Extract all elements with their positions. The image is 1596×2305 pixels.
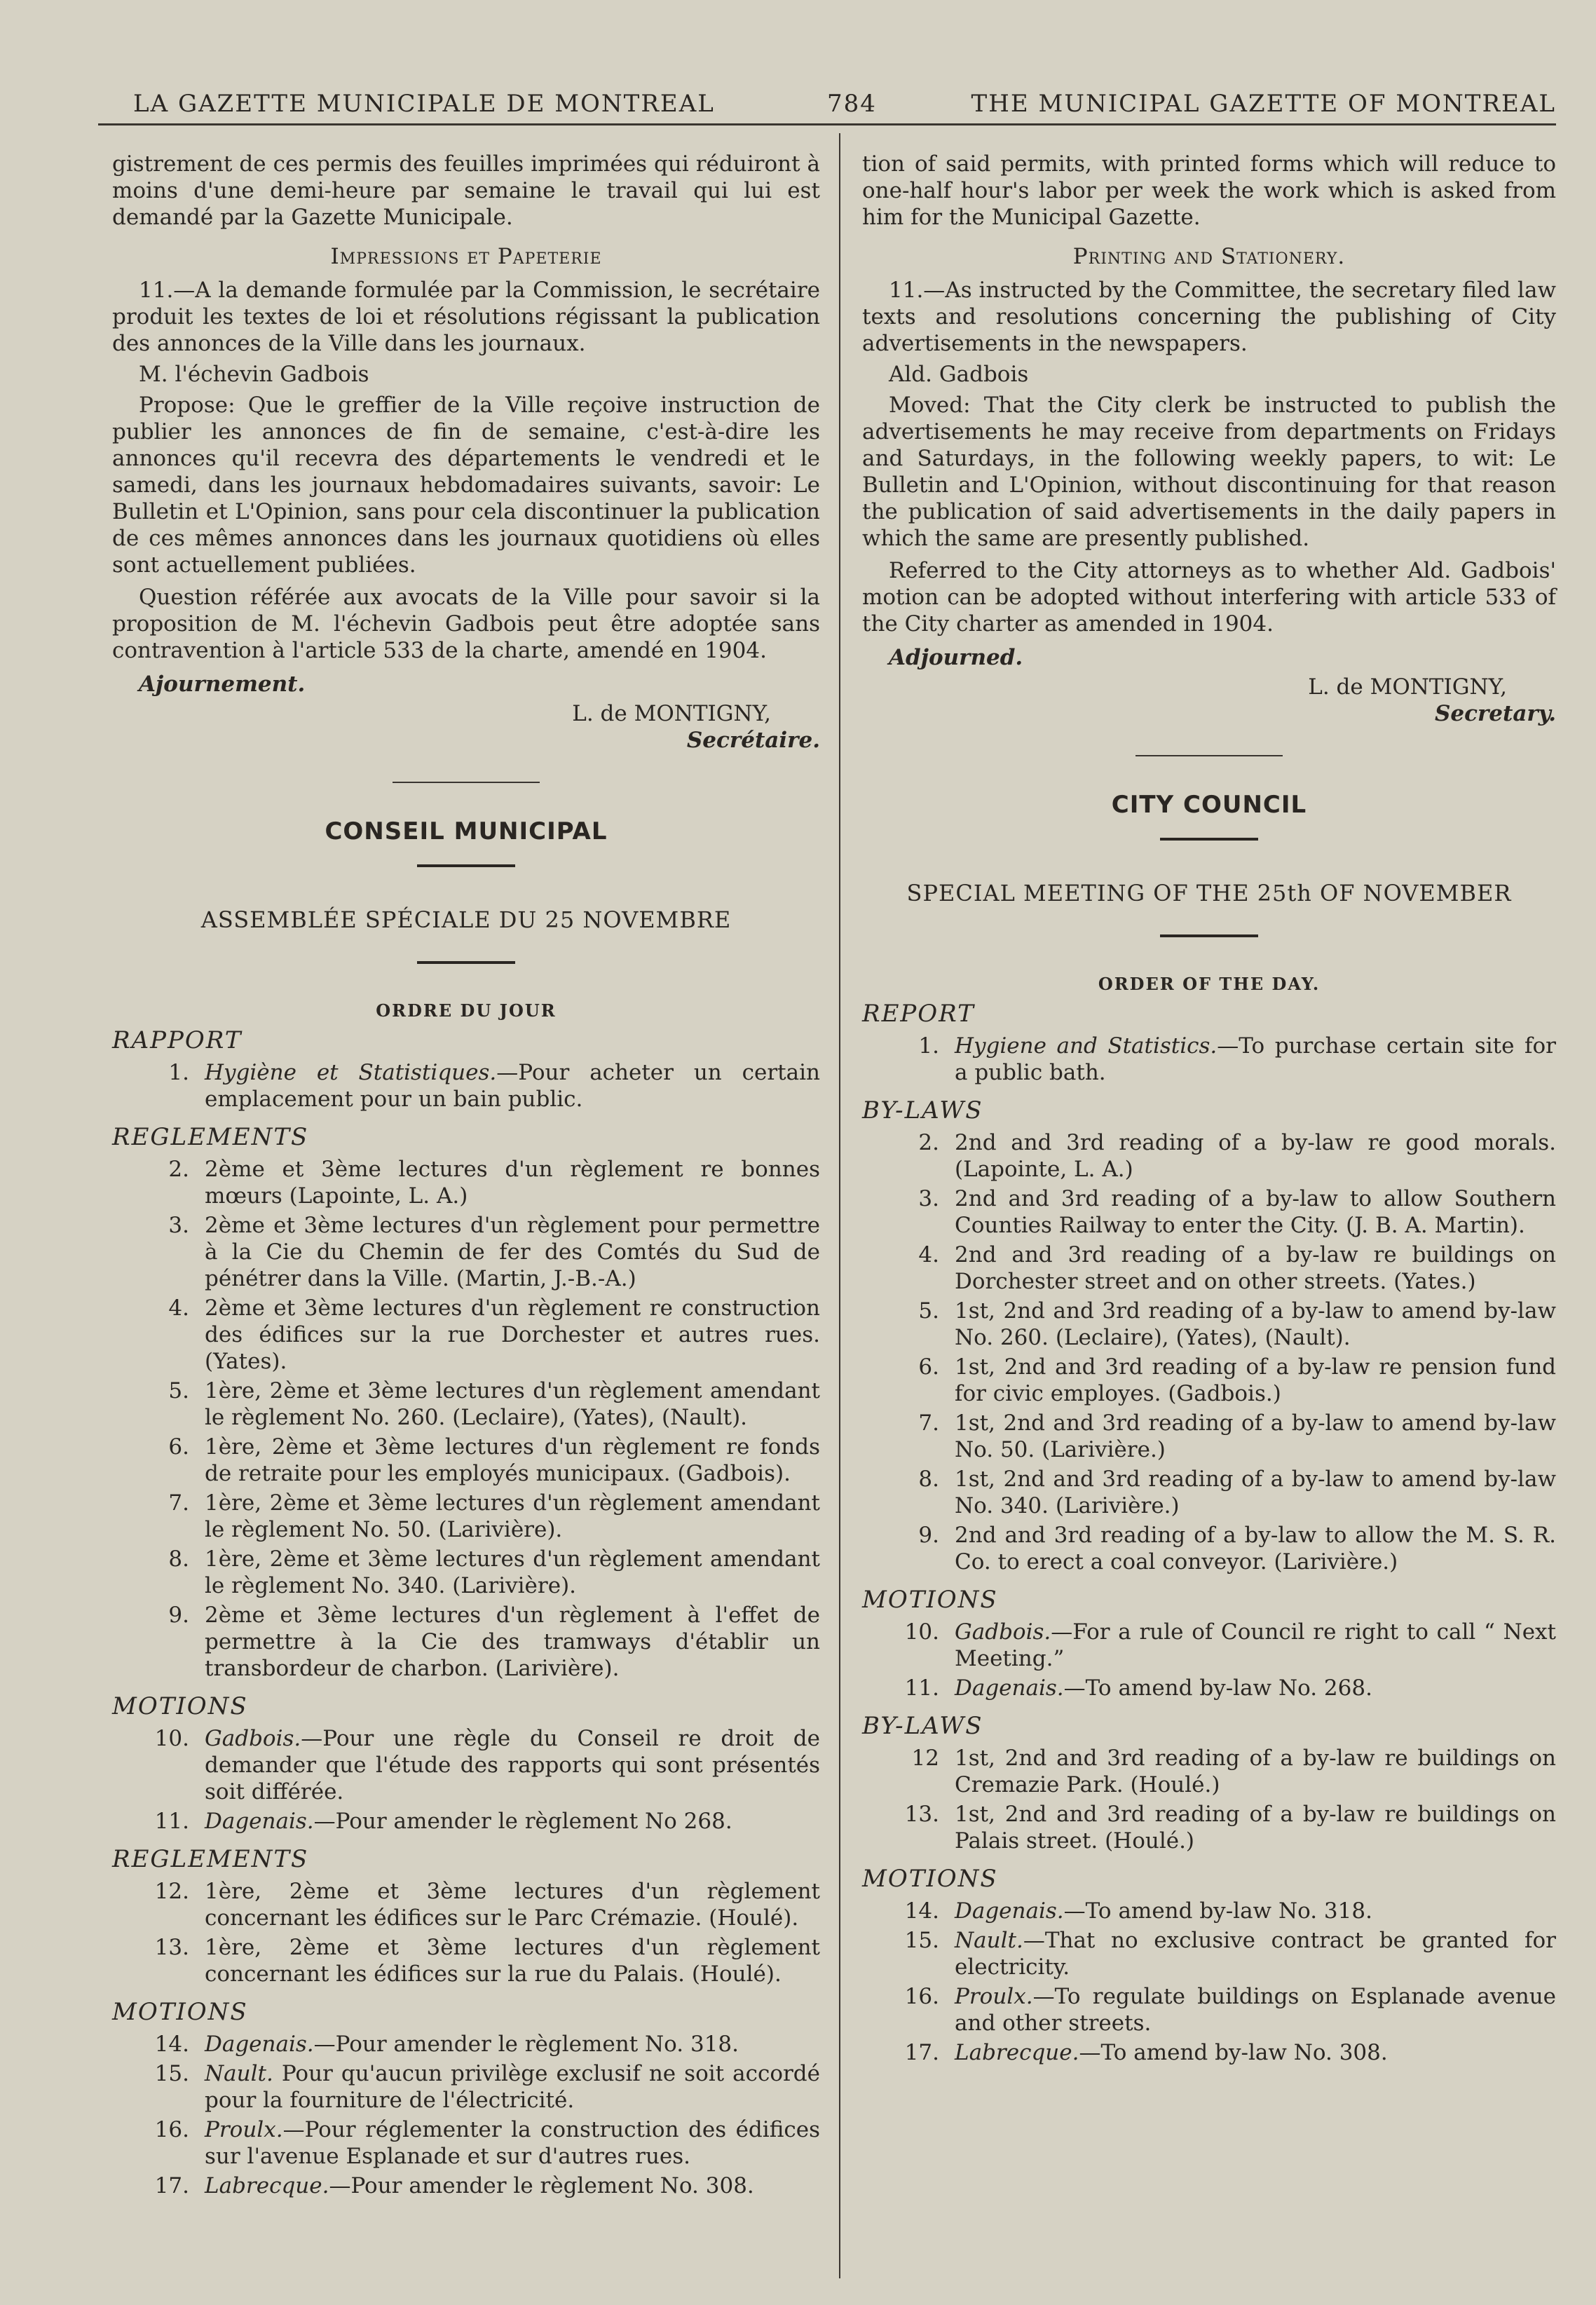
agenda-item-number: 3.: [918, 1186, 939, 1211]
agenda-item-description: 2ème et 3ème lectures d'un règlement pour permettre à la Cie du Chemin de fer des Comtés du Sud de pénétrer dans la Ville. (Martin, J.-B.-A.): [205, 1213, 820, 1291]
fr-meeting-title: ASSEMBLÉE SPÉCIALE DU 25 NOVEMBRE: [200, 906, 732, 933]
agenda-item-number: 16.: [154, 2117, 189, 2142]
agenda-item-text: [205, 1934, 820, 1987]
agenda-item-description: —Pour acheter un certain emplacement pour un bain public.: [205, 1060, 820, 1112]
agenda-item-text: [205, 1434, 820, 1487]
fr-motions-list: [112, 1725, 820, 1835]
agenda-item-text: [955, 1466, 1556, 1519]
fr-signature: L. de MONTIGNY,: [572, 701, 771, 726]
agenda-item-text: [205, 1212, 820, 1292]
fr-question: Question référée aux avocats de la Ville pour savoir si la proposition de M. l'échevin Gadbois peut être adoptée sans contravention à l'article 533 de la charte, amendé en 1904.: [112, 585, 820, 663]
en-motions-heading: MOTIONS: [862, 1586, 998, 1614]
agenda-item-description: 1ère, 2ème et 3ème lectures d'un règlement concernant les édifices sur la rue du Palais. (Houlé).: [205, 1935, 820, 1987]
agenda-item-text: [955, 1242, 1556, 1295]
agenda-item: [112, 1602, 820, 1682]
agenda-item-description: 1ère, 2ème et 3ème lectures d'un règlement re fonds de retraite pour les employés municipaux. (Gadbois).: [205, 1434, 820, 1486]
agenda-item-text: [955, 1033, 1556, 1086]
agenda-item-description: 2nd and 3rd reading of a by-law re buildings on Dorchester street and on other streets. (Yates.): [955, 1242, 1556, 1294]
agenda-item: [112, 1434, 820, 1487]
agenda-item-number: 8.: [918, 1467, 939, 1492]
agenda-item-description: Pour qu'aucun privilège exclusif ne soit accordé pour la fourniture de l'électricité.: [205, 2061, 820, 2113]
english-column: [862, 151, 1556, 2069]
agenda-item-text: [955, 1983, 1556, 2037]
agenda-item: [862, 1298, 1556, 1351]
fr-bylaws2-list: [112, 1878, 820, 1987]
agenda-item-text: [955, 1410, 1556, 1463]
agenda-item-number: 7.: [918, 1410, 939, 1436]
agenda-item-description: —To amend by-law No. 268.: [1063, 1675, 1372, 1701]
agenda-item-number: 7.: [168, 1490, 189, 1516]
en-meeting-title: SPECIAL MEETING OF THE 25th OF NOVEMBER: [906, 880, 1512, 906]
en-bylaws2-heading: BY-LAWS: [862, 1712, 983, 1740]
agenda-item: [112, 1878, 820, 1931]
en-title-rule: [1160, 838, 1258, 841]
agenda-item-text: [955, 1522, 1556, 1575]
agenda-item-description: —Pour réglementer la construction des édifices sur l'avenue Esplanade et sur d'autres rues.: [205, 2117, 820, 2169]
agenda-item-sponsor: Dagenais.: [205, 1809, 314, 1834]
agenda-item-sponsor: Nault.: [205, 2061, 273, 2086]
fr-signature-title: Secrétaire.: [686, 728, 820, 753]
agenda-item-text: [955, 1619, 1556, 1672]
agenda-item-sponsor: Dagenais.: [955, 1898, 1064, 1924]
agenda-item-number: 12: [911, 1746, 939, 1771]
agenda-item-description: 2nd and 3rd reading of a by-law to allow Southern Counties Railway to enter the City. (J. B. A. Martin).: [955, 1186, 1556, 1238]
agenda-item-text: [205, 1602, 820, 1682]
en-paragraph-11: 11.—As instructed by the Committee, the secretary filed law texts and resolutions concerning the publishing of City advertisements in the newspapers.: [862, 278, 1556, 356]
agenda-item: [862, 1619, 1556, 1672]
agenda-item-description: 1st, 2nd and 3rd reading of a by-law to amend by-law No. 340. (Larivière.): [955, 1467, 1556, 1518]
agenda-item-text: [205, 1156, 820, 1209]
agenda-item: [112, 1156, 820, 1209]
agenda-item-description: 2nd and 3rd reading of a by-law to allow the M. S. R. Co. to erect a coal conveyor. (Larivière.): [955, 1523, 1556, 1575]
agenda-item: [862, 1466, 1556, 1519]
agenda-item-description: 1ère, 2ème et 3ème lectures d'un règlement amendant le règlement No. 50. (Larivière).: [205, 1490, 820, 1542]
agenda-item-text: [955, 2039, 1556, 2066]
en-report-list: [862, 1033, 1556, 1086]
agenda-item: [862, 1927, 1556, 1980]
agenda-item-sponsor: Hygiene and Statistics.: [955, 1033, 1218, 1059]
agenda-item-text: [205, 2031, 820, 2058]
agenda-item: [862, 2039, 1556, 2066]
agenda-item: [862, 1129, 1556, 1183]
en-alderman: Ald. Gadbois: [889, 362, 1029, 387]
agenda-item-sponsor: Hygiène et Statistiques.: [205, 1060, 497, 1085]
en-bylaws-heading: BY-LAWS: [862, 1096, 983, 1124]
agenda-item-number: 5.: [168, 1378, 189, 1403]
agenda-item-sponsor: Nault.: [955, 1928, 1023, 1953]
agenda-item-number: 5.: [918, 1298, 939, 1324]
fr-meeting-rule: [417, 961, 515, 964]
en-referred: Referred to the City attorneys as to whether Ald. Gadbois' motion can be adopted without interfering with article 533 of the City charter as amended in 1904.: [862, 558, 1556, 637]
fr-proposal: Propose: Que le greffier de la Ville reçoive instruction de publier les annonces de fin de semaine, c'est-à-dire les annonces qu'il recevra des départements le vendredi et le samedi, dans les journaux hebdomadaires suivants, savoir: Le Bulletin et L'Opinion, sans pour cela discontinuer la publication de ces mêmes annonces dans les journaux quotidiens où elles sont actuellement publiées.: [112, 393, 820, 578]
agenda-item-number: 9.: [918, 1523, 939, 1548]
en-order-heading: ORDER OF THE DAY.: [1098, 974, 1321, 994]
agenda-item-text: [205, 1378, 820, 1431]
agenda-item-text: [205, 1808, 820, 1835]
agenda-item-number: 2.: [168, 1157, 189, 1182]
agenda-item-number: 11.: [154, 1809, 189, 1834]
agenda-item-description: —Pour amender le règlement No. 308.: [329, 2173, 754, 2198]
fr-bylaws2-heading: REGLEMENTS: [112, 1845, 309, 1873]
agenda-item-description: 1st, 2nd and 3rd reading of a by-law re buildings on Palais street. (Houlé.): [955, 1802, 1556, 1854]
fr-council-title: CONSEIL MUNICIPAL: [325, 817, 608, 845]
agenda-item-sponsor: Proulx.: [205, 2117, 283, 2142]
en-council-title: CITY COUNCIL: [1111, 791, 1307, 819]
en-report-heading: REPORT: [862, 1000, 975, 1028]
agenda-item: [112, 1059, 820, 1113]
agenda-item-sponsor: Gadbois.: [205, 1726, 301, 1751]
agenda-item-text: [205, 1059, 820, 1113]
agenda-item-text: [955, 1675, 1556, 1701]
header-rule: [98, 123, 1556, 125]
agenda-item-description: 2ème et 3ème lectures d'un règlement re construction des édifices sur la rue Dorchester et autres rues. (Yates).: [205, 1296, 820, 1374]
en-meeting-rule: [1160, 934, 1258, 937]
agenda-item: [112, 1546, 820, 1599]
en-motions-list: [862, 1619, 1556, 1701]
agenda-item-number: 3.: [168, 1213, 189, 1238]
fr-report-list: [112, 1059, 820, 1113]
agenda-item-description: 1ère, 2ème et 3ème lectures d'un règlement amendant le règlement No. 340. (Larivière).: [205, 1546, 820, 1598]
agenda-item-number: 6.: [168, 1434, 189, 1460]
agenda-item-number: 1.: [168, 1060, 189, 1085]
agenda-item-number: 14.: [904, 1898, 939, 1924]
agenda-item-text: [955, 1927, 1556, 1980]
agenda-item-number: 6.: [918, 1354, 939, 1380]
en-signature: L. de MONTIGNY,: [1308, 674, 1507, 700]
agenda-item: [862, 1185, 1556, 1239]
agenda-item-description: 1st, 2nd and 3rd reading of a by-law to amend by-law No. 260. (Leclaire), (Yates), (Nault).: [955, 1298, 1556, 1350]
agenda-item: [112, 2031, 820, 2058]
agenda-item-number: 12.: [154, 1879, 189, 1904]
agenda-item: [862, 1898, 1556, 1924]
agenda-item-number: 8.: [168, 1546, 189, 1572]
page-header: [133, 90, 1556, 121]
fr-alderman: M. l'échevin Gadbois: [139, 362, 369, 387]
en-divider: [1135, 755, 1283, 756]
agenda-item: [112, 2173, 820, 2199]
fr-report-heading: RAPPORT: [112, 1026, 243, 1054]
agenda-item-text: [955, 1129, 1556, 1183]
agenda-item: [112, 1934, 820, 1987]
agenda-item-text: [955, 1298, 1556, 1351]
en-motions2-heading: MOTIONS: [862, 1865, 998, 1893]
fr-section-heading: Impressions et Papeterie: [330, 244, 602, 269]
header-title-fr: LA GAZETTE MUNICIPALE DE MONTREAL: [133, 90, 715, 118]
agenda-item-text: [955, 1745, 1556, 1798]
agenda-item-description: 2ème et 3ème lectures d'un règlement re bonnes mœurs (Lapointe, L. A.): [205, 1157, 820, 1209]
agenda-item: [862, 1983, 1556, 2037]
en-motion: Moved: That the City clerk be instructed to publish the advertisements he may receive from departments on Fridays and Saturdays, in the following weekly papers, to wit: Le Bulletin and L'Opinion, without discontinuing for that reason the publication of said advertisements in the daily papers in which the same are presently published.: [862, 393, 1556, 551]
agenda-item-text: [955, 1898, 1556, 1924]
fr-adjourned: Ajournement.: [139, 672, 306, 697]
agenda-item-text: [205, 2060, 820, 2114]
agenda-item-description: —Pour amender le règlement No. 318.: [313, 2032, 739, 2057]
agenda-item-text: [205, 1490, 820, 1543]
agenda-item-number: 17.: [154, 2173, 189, 2198]
agenda-item-number: 4.: [918, 1242, 939, 1267]
agenda-item-sponsor: Labrecque.: [205, 2173, 329, 2198]
en-motions2-list: [862, 1898, 1556, 2066]
agenda-item-number: 2.: [918, 1130, 939, 1155]
agenda-item: [112, 2116, 820, 2170]
agenda-item-description: —For a rule of Council re right to call “ Next Meeting.”: [955, 1619, 1556, 1671]
agenda-item-sponsor: Gadbois.: [955, 1619, 1051, 1645]
agenda-item-description: 1st, 2nd and 3rd reading of a by-law to amend by-law No. 50. (Larivière.): [955, 1410, 1556, 1462]
en-intro: tion of said permits, with printed forms which will reduce to one-half hour's labor per week the work which is asked from him for the Municipal Gazette.: [862, 151, 1556, 230]
en-signature-title: Secretary.: [1434, 701, 1556, 726]
agenda-item-description: 1st, 2nd and 3rd reading of a by-law re pension fund for civic employes. (Gadbois.): [955, 1354, 1556, 1406]
agenda-item-text: [205, 1725, 820, 1805]
agenda-item: [862, 1745, 1556, 1798]
agenda-item: [112, 1490, 820, 1543]
agenda-item-description: 1st, 2nd and 3rd reading of a by-law re buildings on Cremazie Park. (Houlé.): [955, 1746, 1556, 1797]
fr-order-heading: ORDRE DU JOUR: [376, 1000, 557, 1021]
agenda-item: [862, 1522, 1556, 1575]
agenda-item-number: 14.: [154, 2032, 189, 2057]
fr-motions2-list: [112, 2031, 820, 2199]
agenda-item-number: 13.: [904, 1802, 939, 1827]
agenda-item: [112, 1212, 820, 1292]
agenda-item-description: —Pour amender le règlement No 268.: [313, 1809, 732, 1834]
agenda-item-description: 2nd and 3rd reading of a by-law re good morals. (Lapointe, L. A.): [955, 1130, 1556, 1182]
agenda-item: [112, 1295, 820, 1375]
agenda-item-number: 16.: [904, 1984, 939, 2009]
agenda-item-number: 4.: [168, 1296, 189, 1321]
fr-paragraph-11: 11.—A la demande formulée par la Commission, le secrétaire produit les textes de loi et résolutions régissant la publication des annonces de la Ville dans les journaux.: [112, 278, 820, 356]
agenda-item-description: —To amend by-law No. 318.: [1063, 1898, 1372, 1924]
agenda-item-number: 10.: [154, 1726, 189, 1751]
en-adjourned: Adjourned.: [889, 645, 1023, 670]
agenda-item: [112, 1808, 820, 1835]
agenda-item-description: 1ère, 2ème et 3ème lectures d'un règlement concernant les édifices sur le Parc Crémazie. (Houlé).: [205, 1879, 820, 1931]
agenda-item-description: —Pour une règle du Conseil re droit de demander que l'étude des rapports qui sont présentés soit différée.: [205, 1726, 820, 1804]
fr-motions2-heading: MOTIONS: [112, 1998, 248, 2026]
fr-motions-heading: MOTIONS: [112, 1692, 248, 1720]
agenda-item-number: 15.: [154, 2061, 189, 2086]
agenda-item-number: 1.: [918, 1033, 939, 1059]
agenda-item-text: [205, 2116, 820, 2170]
fr-divider: [393, 782, 540, 783]
en-bylaws2-list: [862, 1745, 1556, 1854]
agenda-item-number: 13.: [154, 1935, 189, 1960]
fr-bylaws-heading: REGLEMENTS: [112, 1123, 309, 1151]
agenda-item: [862, 1410, 1556, 1463]
agenda-item: [862, 1801, 1556, 1854]
agenda-item-text: [205, 1295, 820, 1375]
agenda-item-text: [205, 2173, 820, 2199]
agenda-item-number: 11.: [904, 1675, 939, 1701]
agenda-item-number: 9.: [168, 1603, 189, 1628]
agenda-item-sponsor: Dagenais.: [205, 2032, 314, 2057]
agenda-item-sponsor: Proulx.: [955, 1984, 1033, 2009]
agenda-item-text: [955, 1354, 1556, 1407]
agenda-item-text: [205, 1878, 820, 1931]
agenda-item: [112, 1378, 820, 1431]
en-bylaws-list: [862, 1129, 1556, 1575]
agenda-item-number: 10.: [904, 1619, 939, 1645]
agenda-item-number: 15.: [904, 1928, 939, 1953]
agenda-item-description: 2ème et 3ème lectures d'un règlement à l'effet de permettre à la Cie des tramways d'établir un transbordeur de charbon. (Larivière).: [205, 1603, 820, 1681]
agenda-item: [862, 1675, 1556, 1701]
agenda-item-description: —That no exclusive contract be granted for electricity.: [955, 1928, 1556, 1980]
agenda-item-sponsor: Dagenais.: [955, 1675, 1064, 1701]
agenda-item: [862, 1033, 1556, 1086]
agenda-item-number: 17.: [904, 2040, 939, 2065]
fr-bylaws-list: [112, 1156, 820, 1682]
fr-intro: gistrement de ces permis des feuilles imprimées qui réduiront à moins d'une demi-heure par semaine le travail qui lui est demandé par la Gazette Municipale.: [112, 151, 820, 230]
column-divider: [839, 133, 840, 2278]
agenda-item-text: [205, 1546, 820, 1599]
page-number: 784: [827, 90, 877, 118]
agenda-item: [112, 1725, 820, 1805]
agenda-item: [862, 1242, 1556, 1295]
agenda-item: [112, 2060, 820, 2114]
agenda-item-description: —To purchase certain site for a public bath.: [955, 1033, 1556, 1085]
agenda-item: [862, 1354, 1556, 1407]
agenda-item-sponsor: Labrecque.: [955, 2040, 1079, 2065]
fr-title-rule: [417, 864, 515, 867]
french-column: [112, 151, 820, 2202]
agenda-item-description: —To regulate buildings on Esplanade avenue and other streets.: [955, 1984, 1556, 2036]
agenda-item-description: 1ère, 2ème et 3ème lectures d'un règlement amendant le règlement No. 260. (Leclaire), (Yates), (Nault).: [205, 1378, 820, 1430]
en-section-heading: Printing and Stationery.: [1072, 244, 1346, 269]
header-title-en: THE MUNICIPAL GAZETTE OF MONTREAL: [971, 90, 1556, 118]
agenda-item-text: [955, 1185, 1556, 1239]
agenda-item-text: [955, 1801, 1556, 1854]
agenda-item-description: —To amend by-law No. 308.: [1079, 2040, 1388, 2065]
